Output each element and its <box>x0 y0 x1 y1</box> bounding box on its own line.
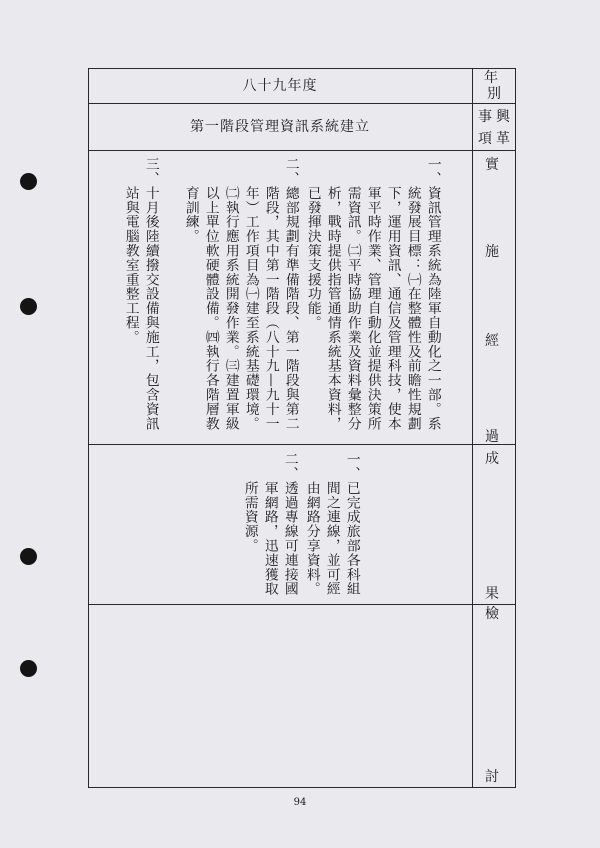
process-column: 三、十月後陸續撥交設備與施工，包含資訊 <box>142 157 159 431</box>
page-number: 94 <box>293 797 307 808</box>
label-review-1: 檢 <box>485 606 499 622</box>
process-column: ㈡執行應用系統開發作業。㈢建置軍級 <box>222 157 239 431</box>
year-value: 八十九年度 <box>242 78 318 94</box>
process-column: 育訓練。 <box>182 157 199 244</box>
result-column: 間之連線，並可經 <box>323 452 340 596</box>
result-column: 軍網路，迅速獲取 <box>261 452 278 596</box>
result-column: 一、已完成旅部各科組 <box>343 452 360 596</box>
label-events-2: 項 <box>478 131 492 147</box>
label-review-2: 討 <box>485 769 499 785</box>
label-events-1: 事 <box>478 109 492 125</box>
binder-hole <box>20 173 37 190</box>
process-column: 統發展目標：㈠在整體性及前瞻性規劃 <box>404 157 421 431</box>
process-column: 階段，其中第一階段（八十九—九十一 <box>262 157 279 431</box>
binder-hole <box>20 298 37 315</box>
label-evolution-1: 興 <box>496 109 510 125</box>
binder-hole <box>20 548 37 565</box>
label-column-divider <box>472 68 473 788</box>
label-year-1: 年 <box>484 70 498 86</box>
row-divider-review <box>88 604 516 605</box>
process-column: 一、資訊管理系統為陸軍自動化之一部。系 <box>424 157 441 431</box>
label-implementation-2: 施 <box>485 244 499 260</box>
process-column: 年）工作項目為㈠建至系統基礎環境。 <box>242 157 259 431</box>
label-implementation-3: 經 <box>485 333 499 349</box>
label-implementation-4: 過 <box>485 429 499 445</box>
label-implementation-1: 實 <box>485 157 499 173</box>
row-divider-year <box>88 103 516 104</box>
label-results-2: 果 <box>485 586 499 602</box>
process-column: 下，運用資訊、通信及管理科技，使本 <box>384 157 401 431</box>
row-divider-event <box>88 150 516 151</box>
row-divider-results <box>88 444 516 445</box>
event-title: 第一階段管理資訊系統建立 <box>190 119 370 135</box>
label-evolution-2: 革 <box>496 131 510 147</box>
process-column: 站與電腦教室重整工程。 <box>122 157 139 345</box>
result-column: 二、透過專線可連接國 <box>281 452 298 596</box>
binder-hole <box>20 660 37 677</box>
process-column: 已發揮決策支援功能。 <box>304 157 321 330</box>
label-results-1: 成 <box>485 451 499 467</box>
process-column: 二、總部規劃有準備階段、第一階段與第二 <box>282 157 299 431</box>
process-column: 軍平時作業、管理自動化並提供決策所 <box>364 157 381 431</box>
process-column: 以上單位軟硬體設備。㈣執行各階層教 <box>202 157 219 431</box>
label-year-2: 別 <box>487 86 501 102</box>
result-column: 由網路分享資料。 <box>303 452 320 596</box>
result-column: 所需資源。 <box>241 452 258 553</box>
process-column: 需資訊。㈡平時協助作業及資料彙整分 <box>344 157 361 431</box>
process-column: 析，戰時提供指管通情系統基本資料， <box>324 157 341 431</box>
